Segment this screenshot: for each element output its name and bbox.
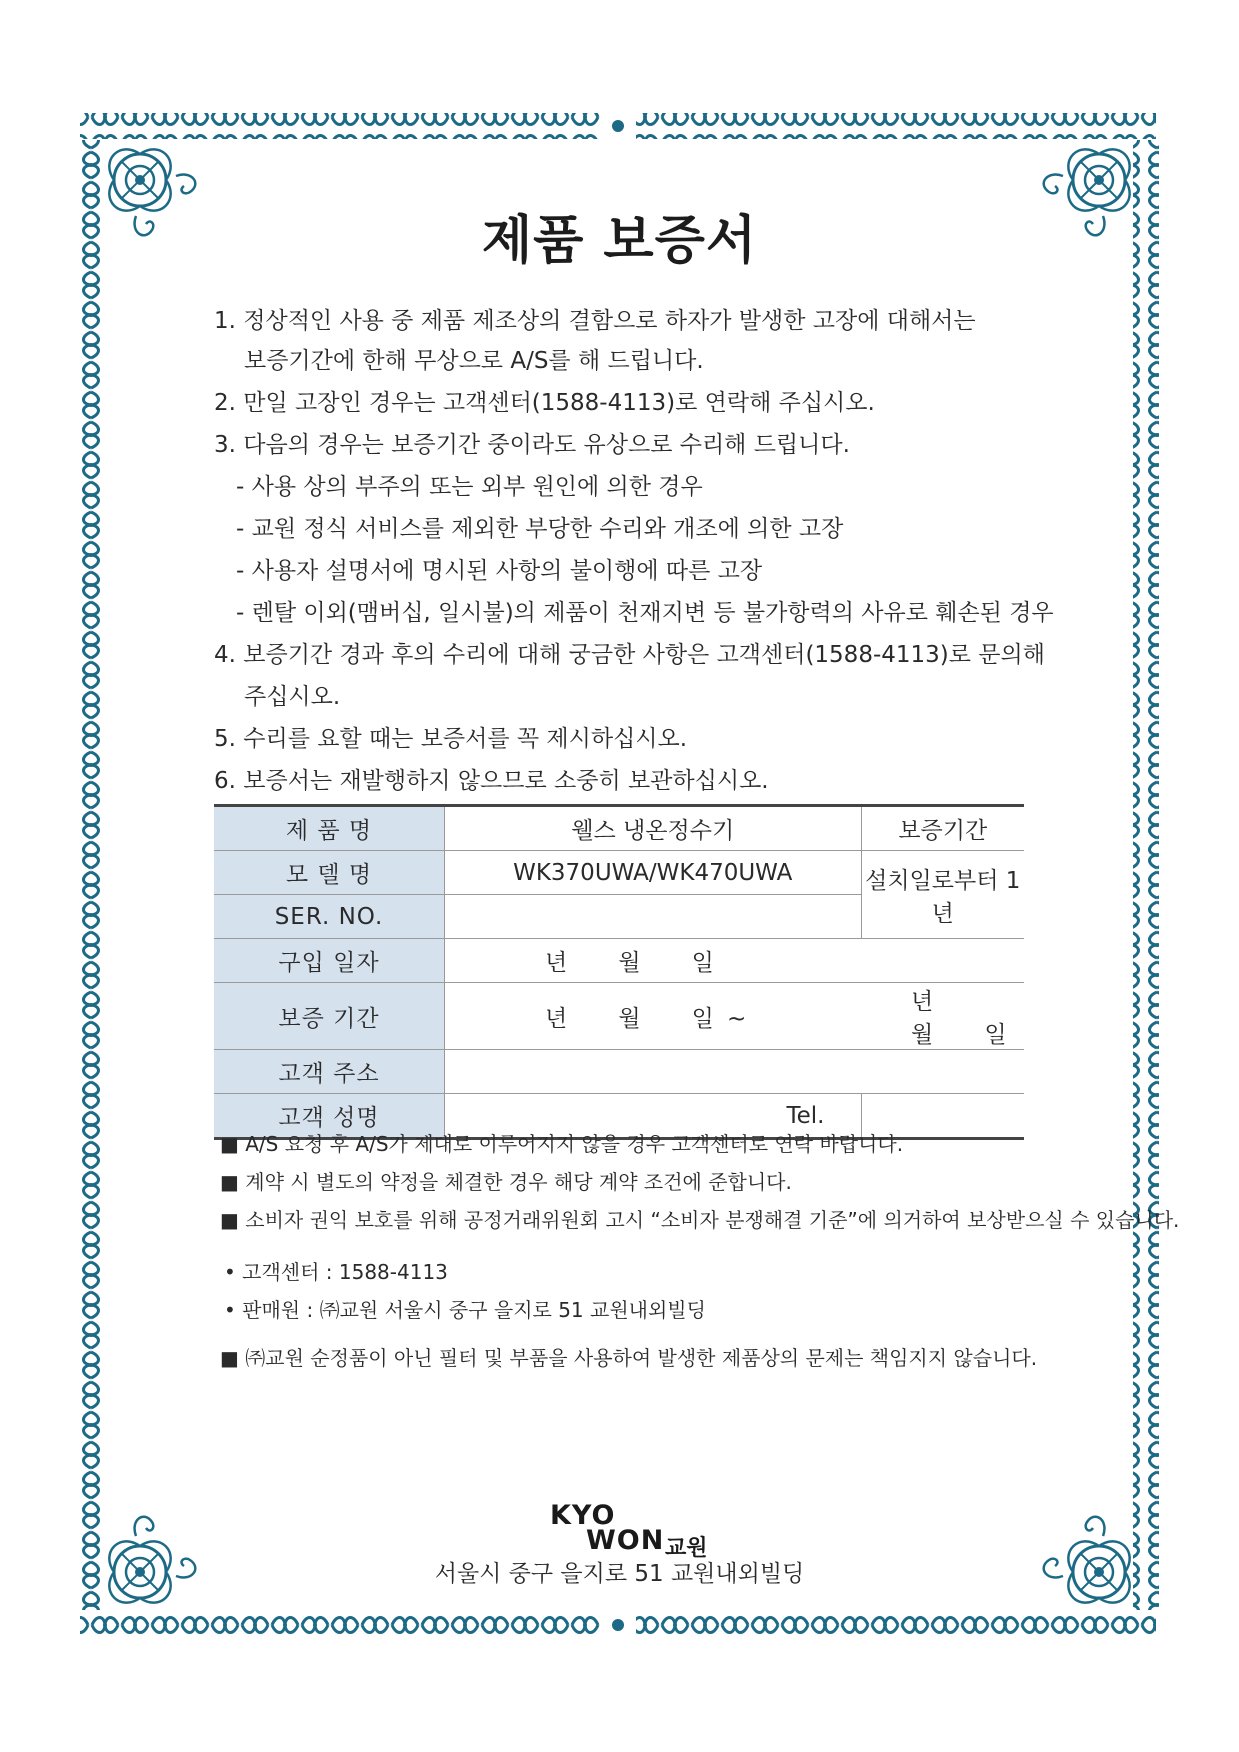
term-line: 주십시오. [244, 684, 341, 710]
product-label: 제 품 명 [214, 806, 445, 851]
year-label: 년 [545, 950, 568, 976]
term-line: 5. 수리를 요할 때는 보증서를 꼭 제시하십시오. [214, 726, 688, 752]
note-line: • 고객센터 : 1588-4113 [224, 1260, 448, 1284]
date-line [911, 983, 1024, 1049]
kyowon-logo [550, 1500, 710, 1561]
table-row [214, 806, 1024, 851]
tilde-label: ~ [726, 1005, 747, 1032]
name-label: 고객 성명 [214, 1094, 445, 1139]
term-line: - 사용 상의 부주의 또는 외부 원인에 의한 경우 [236, 474, 703, 500]
table-row [214, 939, 1024, 983]
logo-kyo: KYO [550, 1500, 616, 1531]
note-line: ■ ㈜교원 순정품이 아닌 필터 및 부품을 사용하여 발생한 제품상의 문제는 책임지지 않습니다. [220, 1346, 1038, 1370]
note-line: • 판매원 : ㈜교원 서울시 중구 을지로 51 교원내외빌딩 [224, 1298, 706, 1322]
warranty-info-table [214, 804, 1024, 1140]
year-label: 년 [911, 989, 934, 1015]
month-label: 월 [618, 1005, 641, 1032]
note-line: ■ 소비자 권익 보호를 위해 공정거래위원회 고시 “소비자 분쟁해결 기준”에 의거하여 보상받으실 수 있습니다. [220, 1208, 1180, 1232]
address-field[interactable] [445, 1050, 1025, 1094]
model-label: 모 델 명 [214, 851, 445, 895]
month-label: 월 [618, 950, 641, 976]
serial-label: SER. NO. [214, 895, 445, 939]
tel-label: Tel. [786, 1102, 825, 1129]
logo-won: WON [586, 1525, 665, 1556]
day-label: 일 [984, 1022, 1007, 1048]
address-label: 고객 주소 [214, 1050, 445, 1094]
term-line: 보증기간에 한해 무상으로 A/S를 해 드립니다. [244, 348, 704, 374]
note-line: ■ 계약 시 별도의 약정을 체결한 경우 해당 계약 조건에 준합니다. [220, 1170, 792, 1194]
table-row [214, 1050, 1024, 1094]
term-line: 1. 정상적인 사용 중 제품 제조상의 결함으로 하자가 발생한 고장에 대해서는 [214, 308, 976, 334]
term-line: - 교원 정식 서비스를 제외한 부당한 수리와 개조에 의한 고장 [236, 516, 844, 542]
period-label: 보증 기간 [214, 983, 445, 1050]
term-line: - 사용자 설명서에 명시된 사항의 불이행에 따른 고장 [236, 558, 763, 584]
model-value: WK370UWA/WK470UWA [445, 851, 862, 895]
period-end-field[interactable] [861, 983, 1024, 1050]
purchase-label: 구입 일자 [214, 939, 445, 983]
footer-address: 서울시 중구 을지로 51 교원내외빌딩 [434, 1561, 805, 1587]
term-line: 3. 다음의 경우는 보증기간 중이라도 유상으로 수리해 드립니다. [214, 432, 850, 458]
date-line [545, 1000, 746, 1033]
term-line: 2. 만일 고장인 경우는 고객센터(1588-4113)로 연락해 주십시오. [214, 390, 875, 416]
note-line: ■ A/S 요청 후 A/S가 제대로 이루어지지 않을 경우 고객센터로 연락 바랍니다. [220, 1132, 904, 1156]
product-value: 웰스 냉온정수기 [445, 806, 862, 851]
day-label: 일 [691, 950, 714, 976]
warranty-header: 보증기간 [861, 806, 1024, 851]
warranty-value: 설치일로부터 1년 [861, 851, 1024, 939]
page-title: 제품 보증서 [481, 211, 758, 271]
term-line: 4. 보증기간 경과 후의 수리에 대해 궁금한 사항은 고객센터(1588-4113)로 문의해 [214, 642, 1045, 668]
day-label: 일 [691, 1005, 714, 1032]
month-label: 월 [911, 1022, 934, 1048]
year-label: 년 [545, 1005, 568, 1032]
date-line [545, 944, 714, 977]
period-start-field[interactable] [445, 983, 862, 1050]
term-line: - 렌탈 이외(맴버십, 일시불)의 제품이 천재지변 등 불가항력의 사유로 훼손된 경우 [236, 600, 1054, 626]
table-row [214, 851, 1024, 895]
logo-korean: 교원 [665, 1536, 708, 1561]
purchase-date-field[interactable] [445, 939, 1025, 983]
serial-value-field[interactable] [445, 895, 862, 939]
table-row [214, 983, 1024, 1050]
term-line: 6. 보증서는 재발행하지 않으므로 소중히 보관하십시오. [214, 768, 769, 794]
